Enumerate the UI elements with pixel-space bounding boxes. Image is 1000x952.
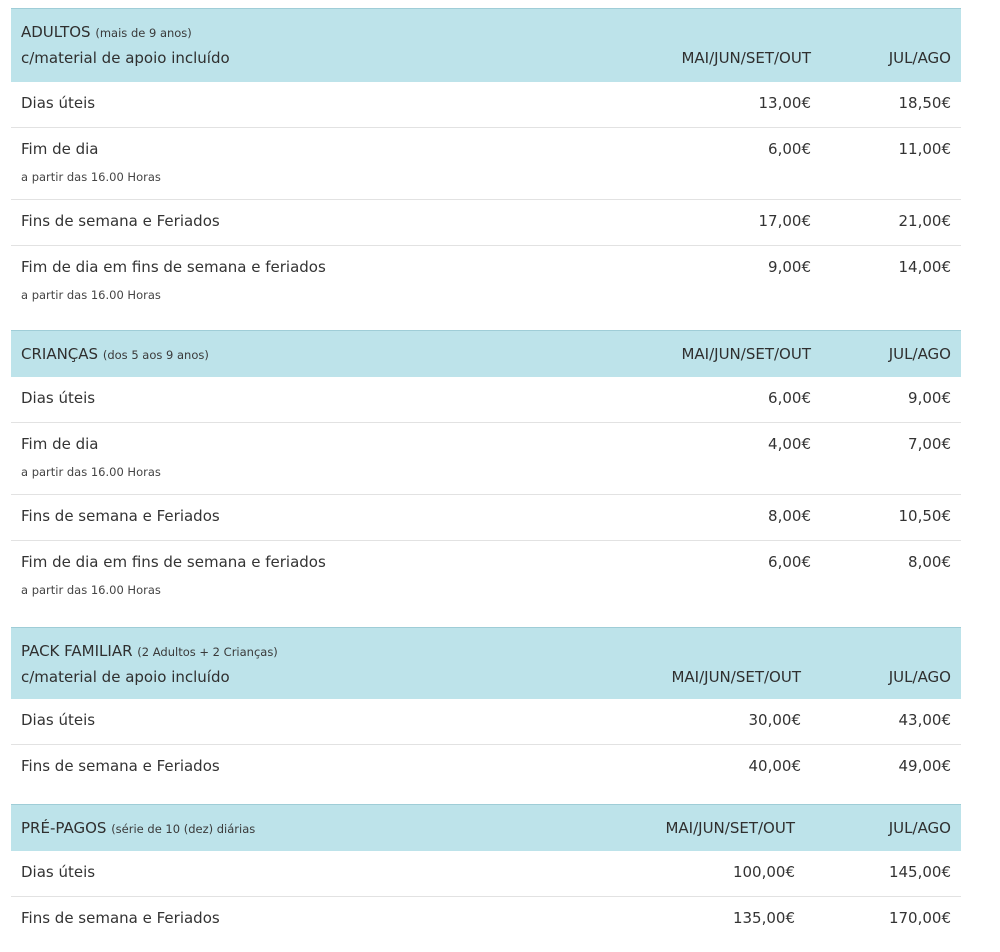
row-note: a partir das 16.00 Horas [21,288,161,302]
price-mai-jun-set-out: 6,00€ [768,553,811,571]
price-mai-jun-set-out: 135,00€ [732,909,795,927]
table-row [11,246,961,330]
column-header-jul-ago: JUL/AGO [888,345,951,363]
row-note: a partir das 16.00 Horas [21,170,161,184]
price-mai-jun-set-out: 6,00€ [768,389,811,407]
table-row [11,82,961,128]
column-header-mai-jun-set-out: MAI/JUN/SET/OUT [671,668,801,686]
table-row [11,541,961,627]
section-header [11,330,961,377]
section-title [21,345,209,363]
price-jul-ago: 21,00€ [898,212,951,230]
row-label: Dias úteis [21,389,96,407]
row-label: Dias úteis [21,94,96,112]
section-header [11,627,961,699]
section-title [21,819,255,837]
row-label: Fins de semana e Feriados [21,212,220,230]
price-mai-jun-set-out: 9,00€ [768,258,811,276]
table-row [11,495,961,541]
row-label: Fim de dia [21,140,99,158]
column-header-mai-jun-set-out: MAI/JUN/SET/OUT [681,49,811,67]
section-pack-familiar [11,627,961,804]
section-subtitle: c/material de apoio incluído [21,49,230,67]
price-mai-jun-set-out: 8,00€ [768,507,811,525]
table-row [11,745,961,804]
price-mai-jun-set-out: 13,00€ [758,94,811,112]
title-note: (2 Adultos + 2 Crianças) [137,645,278,659]
column-header-jul-ago: JUL/AGO [888,819,951,837]
table-row [11,699,961,745]
price-jul-ago: 7,00€ [908,435,951,453]
row-note: a partir das 16.00 Horas [21,465,161,479]
price-mai-jun-set-out: 17,00€ [758,212,811,230]
table-row [11,897,961,943]
section-pre-pagos [11,804,961,944]
price-jul-ago: 10,50€ [898,507,951,525]
table-row [11,377,961,423]
price-jul-ago: 11,00€ [898,140,951,158]
price-tables [11,8,961,944]
column-header-mai-jun-set-out: MAI/JUN/SET/OUT [665,819,795,837]
price-mai-jun-set-out: 30,00€ [748,711,801,729]
section-criancas [11,330,961,627]
section-header [11,8,961,82]
table-row [11,128,961,200]
row-label: Fins de semana e Feriados [21,507,220,525]
row-label: Fim de dia em fins de semana e feriados [21,258,326,276]
section-title [21,642,278,660]
row-label: Fins de semana e Feriados [21,909,220,927]
title-note: (série de 10 (dez) diárias [111,822,256,836]
row-note: a partir das 16.00 Horas [21,583,161,597]
table-row [11,851,961,897]
price-mai-jun-set-out: 4,00€ [768,435,811,453]
section-adultos [11,8,961,330]
row-label: Dias úteis [21,711,96,729]
price-jul-ago: 8,00€ [908,553,951,571]
price-mai-jun-set-out: 6,00€ [768,140,811,158]
price-mai-jun-set-out: 40,00€ [748,757,801,775]
price-jul-ago: 14,00€ [898,258,951,276]
section-header [11,804,961,851]
title-text: CRIANÇAS [21,345,99,363]
row-label: Dias úteis [21,863,96,881]
price-mai-jun-set-out: 100,00€ [732,863,795,881]
section-subtitle: c/material de apoio incluído [21,668,230,686]
price-jul-ago: 9,00€ [908,389,951,407]
price-jul-ago: 170,00€ [888,909,951,927]
row-label: Fim de dia [21,435,99,453]
table-row [11,423,961,495]
title-text: PRÉ-PAGOS [21,819,107,837]
price-jul-ago: 43,00€ [898,711,951,729]
section-title [21,23,192,41]
title-note: (dos 5 aos 9 anos) [102,348,209,362]
price-jul-ago: 145,00€ [888,863,951,881]
column-header-jul-ago: JUL/AGO [888,668,951,686]
row-label: Fim de dia em fins de semana e feriados [21,553,326,571]
column-header-jul-ago: JUL/AGO [888,49,951,67]
column-header-mai-jun-set-out: MAI/JUN/SET/OUT [681,345,811,363]
title-text: ADULTOS [21,23,91,41]
title-note: (mais de 9 anos) [95,26,192,40]
price-jul-ago: 49,00€ [898,757,951,775]
price-jul-ago: 18,50€ [898,94,951,112]
table-row [11,200,961,246]
title-text: PACK FAMILIAR [21,642,133,660]
row-label: Fins de semana e Feriados [21,757,220,775]
